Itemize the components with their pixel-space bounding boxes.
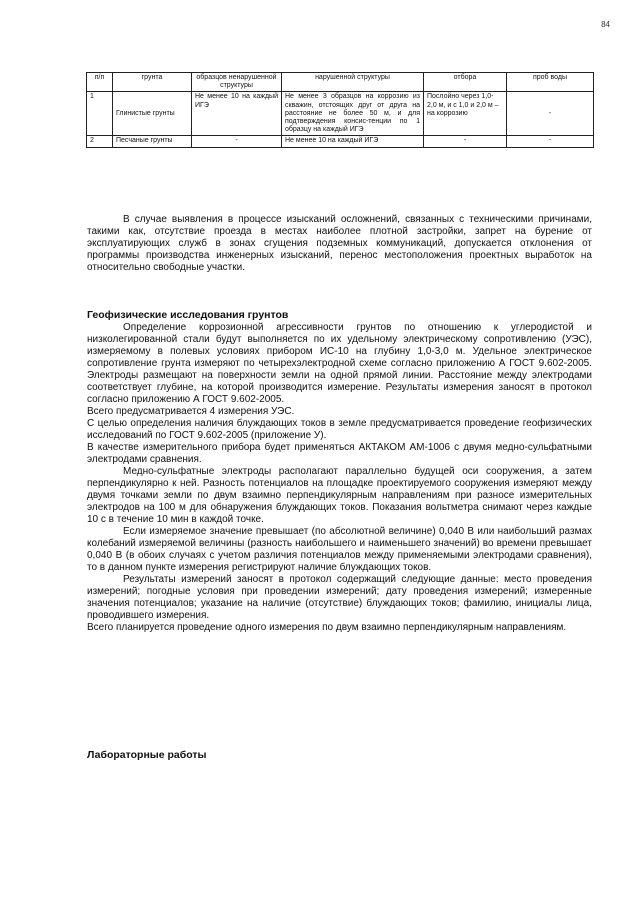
table-cell: Не менее 10 на каждый ИГЭ [192,92,282,136]
header-cell: п/п [87,73,113,92]
intro-paragraph: В случае выявления в процессе изысканий осложнений, связанных с техническими причинами, такими как, отсутствие проезда в местах наиболее плотной застройки, запрет на бурение от эксплуатирующих служб в зонах сгущения подземных коммуникаций, допускается отклонения от программы производства инженерных изысканий, перенос местоположения проектных выработок на относительно свободные участки. [87,214,592,273]
geophysics-body [87,322,592,634]
sampling-table-grid [86,72,594,148]
paragraph: Результаты измерений заносят в протокол содержащий следующие данные: место проведения измерений; погодные условия при проведении измерений; дату проведения измерений; измеренные значения потенциалов; указание на наличие (отсутствие) блуждающих токов; фамилию, инициалы лица, проводившего измерения. [87,574,592,621]
lab-heading: Лабораторные работы [87,749,207,761]
table-cell: Глинистые грунты [113,92,192,136]
table-cell: 1 [87,92,113,136]
table-row [87,92,594,136]
header-cell: грунта [113,73,192,92]
paragraph: Определение коррозионной агрессивности грунтов по отношению к углеродистой и низколегированной стали будут выполняется по их удельному электрическому сопротивлению (УЭС), измеряемому в полевых условиях прибором ИС-10 на глубину 1,0-3,0 м. Удельное электрическое сопротивление грунта измеряют по четырехэлектродной схеме согласно приложению А ГОСТ 9.602-2005. Электроды размещают на поверхности земли на одной прямой линии. Расстояние между электродами соответствует глубине, на которой производится измерение. Результаты измерения заносят в протокол согласно приложению А ГОСТ 9.602-2005. [87,322,592,405]
table-cell: Не менее 3 образцов на коррозию из скважин, отстоящих друг от друга на расстояние не более 50 м, и для подтверждения консис-тенции по 1 образцу на каждый ИГЭ [282,92,424,136]
geophysics-heading: Геофизические исследования грунтов [87,309,289,321]
header-cell: проб воды [507,73,594,92]
paragraph: Всего планируется проведение одного измерения по двум взаимно перпендикулярным направлениям. [87,622,567,633]
paragraph: В качестве измерительного прибора будет применяться АКТАКОМ АМ-1006 с двумя медно-сульфатными электродами сравнения. [87,442,592,465]
paragraph: С целью определения наличия блуждающих токов в земле предусматривается проведение геофизических исследований по ГОСТ 9.602-2005 (приложение У). [87,418,592,441]
paragraph: Всего предусматривается 4 измерения УЭС. [87,406,295,417]
table-row [87,136,594,147]
table-cell: - [507,92,594,136]
page-number: 84 [601,20,610,29]
paragraph: Медно-сульфатные электроды располагают параллельно будущей оси сооружения, а затем перпендикулярно к ней. Разность потенциалов на площадке проектируемого сооружения измеряют между двумя точками земли по двум взаимно перпендикулярным направлениям при разносе измерительных электродов на 100 м для обнаружения блуждающих токов. Показания вольтметра снимают через каждые 10 с в течение 10 мин в каждой точке. [87,466,592,525]
paragraph: Если измеряемое значение превышает (по абсолютной величине) 0,040 В или наибольший размах колебаний измеряемой величины (разность наибольшего и наименьшего значений) во времени превышает 0,040 В (в обоих случаях с учетом различия потенциалов между применяемыми электродами сравнения), то в данном пункте измерения регистрируют наличие блуждающих токов. [87,526,592,573]
table-cell: - [424,136,507,147]
intro-section [87,214,592,274]
table-cell: - [192,136,282,147]
table-cell: Не менее 10 на каждый ИГЭ [282,136,424,147]
sampling-table [86,72,593,148]
table-cell: 2 [87,136,113,147]
table-cell: Песчаные грунты [113,136,192,147]
header-cell: отбора [424,73,507,92]
table-cell: Послойно через 1,0-2,0 м, и с 1,0 и 2,0 м – на коррозию [424,92,507,136]
header-cell: образцов ненарушенной структуры [192,73,282,92]
table-header-row [87,73,594,92]
table-cell: - [507,136,594,147]
header-cell: нарушенной структуры [282,73,424,92]
